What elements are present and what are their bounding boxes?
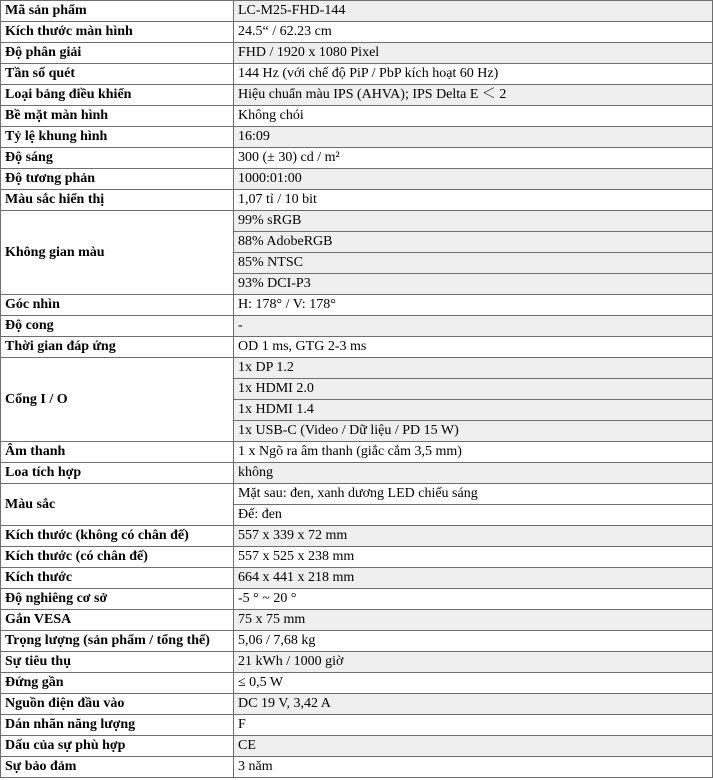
spec-label: Bề mặt màn hình <box>1 106 234 127</box>
spec-value: FHD / 1920 x 1080 Pixel <box>234 43 713 64</box>
spec-label: Kích thước (có chân đế) <box>1 547 234 568</box>
spec-label: Cổng I / O <box>1 358 234 442</box>
spec-label: Dấu của sự phù hợp <box>1 736 234 757</box>
spec-row <box>1 85 713 106</box>
spec-value: 75 x 75 mm <box>234 610 713 631</box>
spec-row <box>1 568 713 589</box>
spec-value: LC-M25-FHD-144 <box>234 1 713 22</box>
spec-row <box>1 610 713 631</box>
spec-row <box>1 484 713 505</box>
spec-value: 24.5“ / 62.23 cm <box>234 22 713 43</box>
spec-row <box>1 463 713 484</box>
spec-value: OD 1 ms, GTG 2-3 ms <box>234 337 713 358</box>
spec-value: 557 x 339 x 72 mm <box>234 526 713 547</box>
spec-row <box>1 652 713 673</box>
spec-label: Màu sắc hiển thị <box>1 190 234 211</box>
spec-row <box>1 673 713 694</box>
spec-value: 664 x 441 x 218 mm <box>234 568 713 589</box>
spec-row <box>1 43 713 64</box>
spec-value: 1000:01:00 <box>234 169 713 190</box>
spec-row <box>1 589 713 610</box>
spec-row <box>1 106 713 127</box>
spec-value: 16:09 <box>234 127 713 148</box>
spec-row <box>1 736 713 757</box>
spec-row <box>1 358 713 379</box>
spec-label: Góc nhìn <box>1 295 234 316</box>
spec-label: Mã sản phẩm <box>1 1 234 22</box>
spec-row <box>1 757 713 778</box>
spec-value: 144 Hz (với chế độ PiP / PbP kích hoạt 60 Hz) <box>234 64 713 85</box>
spec-row <box>1 1 713 22</box>
spec-row <box>1 190 713 211</box>
spec-label: Kích thước <box>1 568 234 589</box>
spec-label: Độ tương phản <box>1 169 234 190</box>
spec-row <box>1 337 713 358</box>
spec-row <box>1 715 713 736</box>
spec-value: 88% AdobeRGB <box>234 232 713 253</box>
spec-label: Trọng lượng (sản phẩm / tổng thể) <box>1 631 234 652</box>
spec-label: Dán nhãn năng lượng <box>1 715 234 736</box>
spec-value: CE <box>234 736 713 757</box>
spec-value: Hiệu chuẩn màu IPS (AHVA); IPS Delta E ＜ 2 <box>234 85 713 106</box>
spec-value: Đế: đen <box>234 505 713 526</box>
spec-label: Kích thước (không có chân đế) <box>1 526 234 547</box>
spec-value: Mặt sau: đen, xanh dương LED chiếu sáng <box>234 484 713 505</box>
spec-row <box>1 64 713 85</box>
spec-label: Độ phân giải <box>1 43 234 64</box>
spec-row <box>1 211 713 232</box>
spec-value: 1x USB-C (Video / Dữ liệu / PD 15 W) <box>234 421 713 442</box>
spec-row <box>1 526 713 547</box>
spec-value: 1x HDMI 1.4 <box>234 400 713 421</box>
spec-row <box>1 694 713 715</box>
spec-label: Độ nghiêng cơ sở <box>1 589 234 610</box>
spec-value: 5,06 / 7,68 kg <box>234 631 713 652</box>
spec-row <box>1 127 713 148</box>
spec-value: 1,07 tỉ / 10 bit <box>234 190 713 211</box>
spec-label: Đứng gần <box>1 673 234 694</box>
spec-label: Độ cong <box>1 316 234 337</box>
spec-value: F <box>234 715 713 736</box>
spec-row <box>1 547 713 568</box>
spec-label: Tỷ lệ khung hình <box>1 127 234 148</box>
spec-value: 3 năm <box>234 757 713 778</box>
spec-value: 85% NTSC <box>234 253 713 274</box>
spec-value: - <box>234 316 713 337</box>
spec-value: 1 x Ngõ ra âm thanh (giắc cắm 3,5 mm) <box>234 442 713 463</box>
spec-label: Không gian màu <box>1 211 234 295</box>
spec-label: Sự bảo đảm <box>1 757 234 778</box>
spec-row <box>1 442 713 463</box>
spec-label: Loa tích hợp <box>1 463 234 484</box>
spec-value: không <box>234 463 713 484</box>
spec-label: Độ sáng <box>1 148 234 169</box>
spec-value: 557 x 525 x 238 mm <box>234 547 713 568</box>
spec-label: Tần số quét <box>1 64 234 85</box>
spec-label: Màu sắc <box>1 484 234 526</box>
spec-table-body <box>1 1 713 778</box>
spec-value: 21 kWh / 1000 giờ <box>234 652 713 673</box>
spec-value: 300 (± 30) cd / m² <box>234 148 713 169</box>
spec-value: 93% DCI-P3 <box>234 274 713 295</box>
spec-value: Không chói <box>234 106 713 127</box>
spec-label: Loại bảng điều khiển <box>1 85 234 106</box>
spec-label: Âm thanh <box>1 442 234 463</box>
spec-label: Thời gian đáp ứng <box>1 337 234 358</box>
spec-row <box>1 169 713 190</box>
spec-value: ≤ 0,5 W <box>234 673 713 694</box>
spec-label: Sự tiêu thụ <box>1 652 234 673</box>
spec-value: H: 178° / V: 178° <box>234 295 713 316</box>
spec-label: Gắn VESA <box>1 610 234 631</box>
spec-value: -5 ° ~ 20 ° <box>234 589 713 610</box>
spec-value: 99% sRGB <box>234 211 713 232</box>
spec-row <box>1 316 713 337</box>
spec-value: DC 19 V, 3,42 A <box>234 694 713 715</box>
spec-label: Kích thước màn hình <box>1 22 234 43</box>
spec-label: Nguồn điện đầu vào <box>1 694 234 715</box>
spec-row <box>1 295 713 316</box>
spec-row <box>1 22 713 43</box>
spec-row <box>1 631 713 652</box>
spec-value: 1x HDMI 2.0 <box>234 379 713 400</box>
spec-value: 1x DP 1.2 <box>234 358 713 379</box>
spec-row <box>1 148 713 169</box>
